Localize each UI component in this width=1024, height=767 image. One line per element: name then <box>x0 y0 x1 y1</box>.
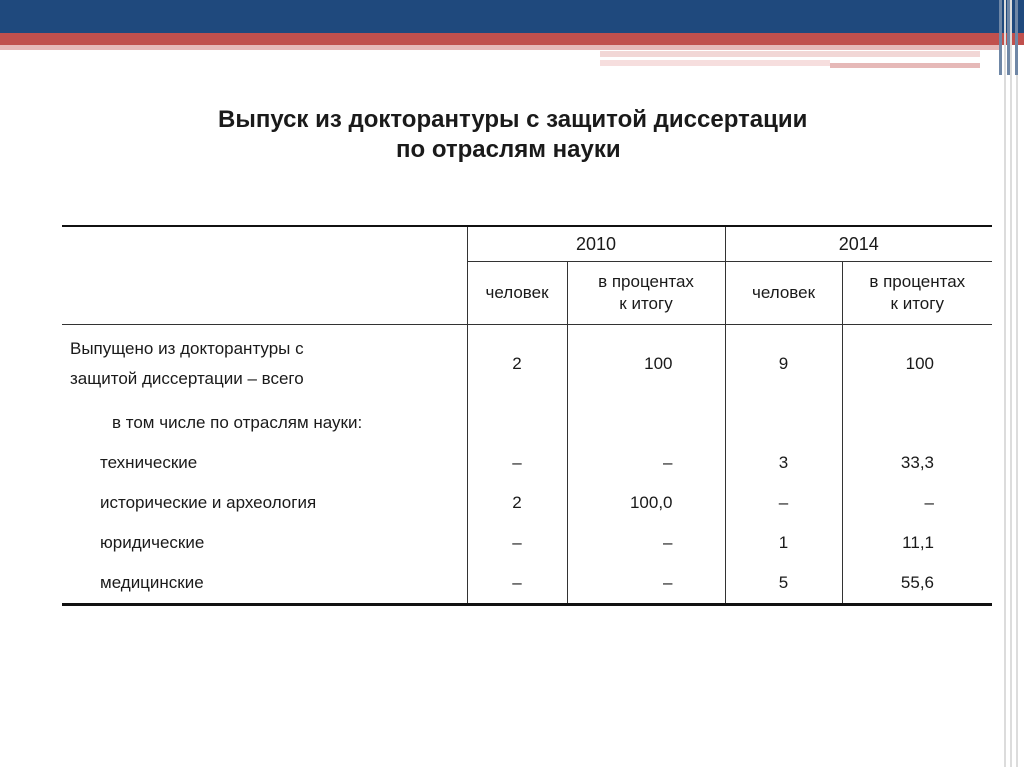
cell-2014-people <box>725 403 842 443</box>
cell-2010-people <box>467 403 567 443</box>
col-header-people-2010: человек <box>467 262 567 325</box>
cell-2014-people: 1 <box>725 523 842 563</box>
cell-2010-people: 2 <box>467 325 567 404</box>
cell-2010-percent <box>567 403 725 443</box>
row-label-law: юридические <box>100 533 205 552</box>
col-header-percent-2014: в процентах к итогу <box>842 262 992 325</box>
cell-2014-people: – <box>725 483 842 523</box>
row-label-subheading: в том числе по отраслям науки: <box>112 413 363 432</box>
row-label-technical: технические <box>100 453 198 472</box>
right-edge-decoration <box>994 0 1024 767</box>
year-header-2014: 2014 <box>725 226 992 262</box>
row-label-total: Выпущено из докторантуры с защитой диссертации – всего <box>70 339 304 388</box>
cell-2014-percent: 100 <box>842 325 992 404</box>
slide-title <box>160 105 960 165</box>
statistics-table <box>62 225 992 606</box>
cell-2014-percent: 55,6 <box>842 563 992 605</box>
header-bar-blue <box>0 0 1024 33</box>
header-accent-line <box>600 51 980 57</box>
row-label-history: исторические и археология <box>100 493 317 512</box>
table-row <box>62 523 992 563</box>
header-bar-red <box>0 33 1024 45</box>
table-corner-cell <box>62 226 467 325</box>
table-row <box>62 483 992 523</box>
cell-2014-people: 9 <box>725 325 842 404</box>
cell-2010-people: 2 <box>467 483 567 523</box>
row-label-medical: медицинские <box>62 563 467 605</box>
cell-2010-percent: 100,0 <box>567 483 725 523</box>
cell-2010-people: – <box>467 443 567 483</box>
table-row <box>62 563 992 605</box>
cell-2014-people: 3 <box>725 443 842 483</box>
cell-2010-percent: – <box>567 563 725 605</box>
col-header-people-2014: человек <box>725 262 842 325</box>
cell-2014-percent <box>842 403 992 443</box>
cell-2010-percent: 100 <box>567 325 725 404</box>
table-row <box>62 403 992 443</box>
slide-title-line-2: по отраслям науки <box>396 136 621 163</box>
cell-2014-percent: – <box>842 483 992 523</box>
table-row <box>62 325 992 404</box>
cell-2014-percent: 33,3 <box>842 443 992 483</box>
cell-2014-people: 5 <box>725 563 842 605</box>
cell-2010-percent: – <box>567 443 725 483</box>
header-accent-line-3 <box>830 63 980 68</box>
cell-2010-people: – <box>467 563 567 605</box>
header-bar-pink <box>0 45 1000 50</box>
cell-2010-people: – <box>467 523 567 563</box>
cell-2014-percent: 11,1 <box>842 523 992 563</box>
year-header-2010: 2010 <box>467 226 725 262</box>
cell-2010-percent: – <box>567 523 725 563</box>
slide-title-line-1: Выпуск из докторантуры с защитой диссертации <box>218 106 808 133</box>
table-row <box>62 443 992 483</box>
col-header-percent-2010: в процентах к итогу <box>567 262 725 325</box>
header-accent-line-2 <box>600 60 830 66</box>
